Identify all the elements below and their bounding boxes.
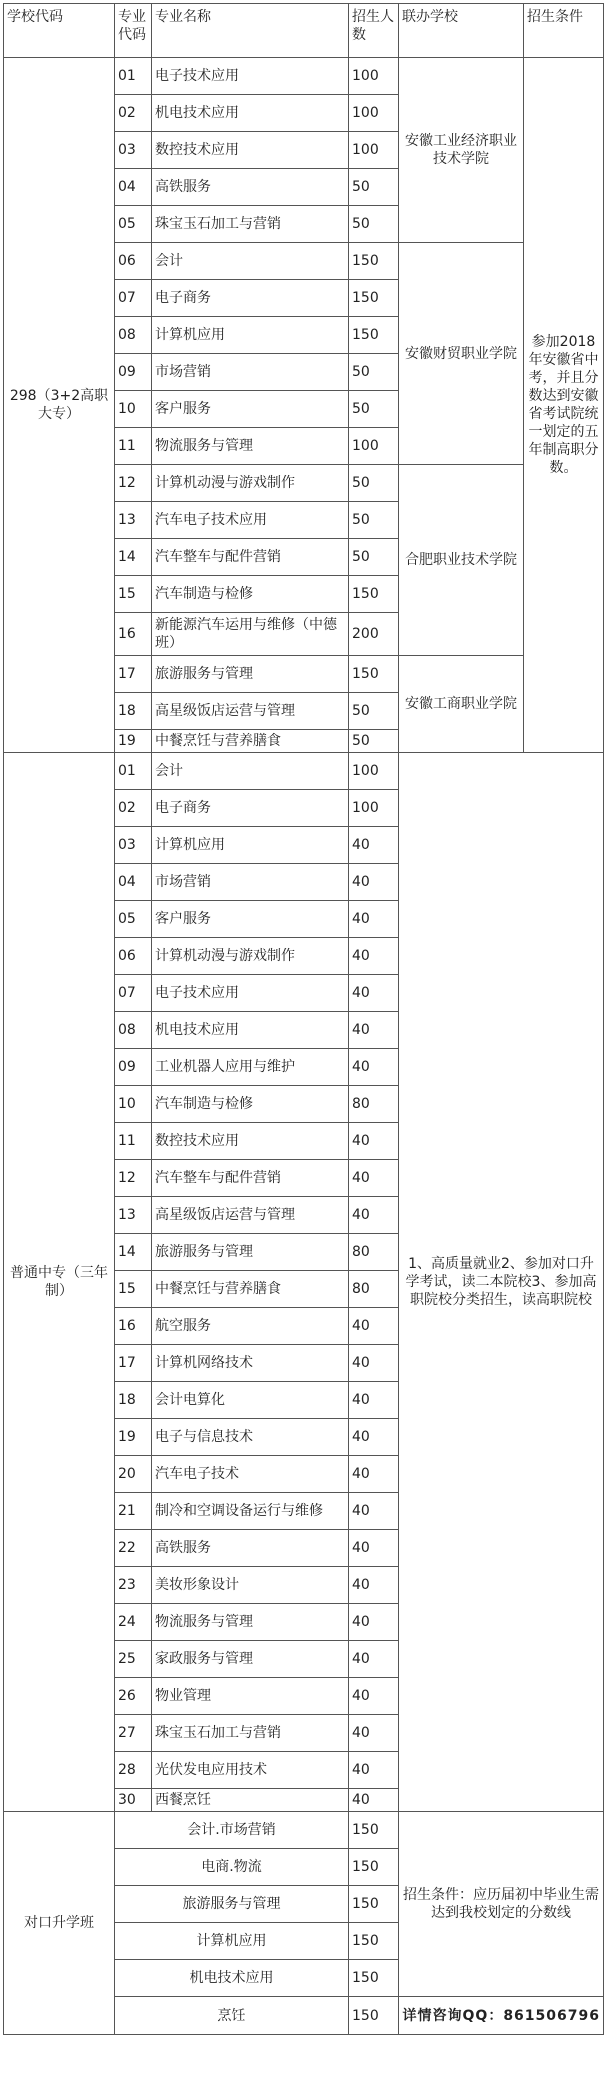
major-name: 家政服务与管理 (152, 1641, 349, 1678)
enrollment-count: 50 (349, 502, 399, 539)
header-school-code: 学校代码 (4, 4, 115, 58)
header-partner-school: 联办学校 (399, 4, 524, 58)
major-name: 客户服务 (152, 901, 349, 938)
major-code: 13 (115, 502, 152, 539)
major-code: 13 (115, 1197, 152, 1234)
major-code: 30 (115, 1789, 152, 1812)
major-name: 高星级饭店运营与管理 (152, 1197, 349, 1234)
enrollment-count: 100 (349, 428, 399, 465)
major-code: 01 (115, 58, 152, 95)
enrollment-count: 200 (349, 613, 399, 656)
major-code: 17 (115, 1345, 152, 1382)
enrollment-count: 40 (349, 1419, 399, 1456)
major-code: 03 (115, 827, 152, 864)
major-code: 06 (115, 243, 152, 280)
major-code: 11 (115, 1123, 152, 1160)
major-name: 物业管理 (152, 1678, 349, 1715)
enrollment-count: 40 (349, 1604, 399, 1641)
enrollment-count: 150 (349, 1886, 399, 1923)
enrollment-count: 40 (349, 1012, 399, 1049)
enrollment-count: 40 (349, 1345, 399, 1382)
enrollment-count: 40 (349, 827, 399, 864)
enrollment-count: 150 (349, 576, 399, 613)
major-name: 计算机应用 (115, 1923, 349, 1960)
major-name: 光伏发电应用技术 (152, 1752, 349, 1789)
major-name: 高铁服务 (152, 169, 349, 206)
enrollment-count: 40 (349, 864, 399, 901)
major-name: 会计 (152, 753, 349, 790)
major-name: 计算机网络技术 (152, 1345, 349, 1382)
enrollment-count: 40 (349, 1308, 399, 1345)
partner-school: 安徽工商职业学院 (399, 656, 524, 753)
major-code: 15 (115, 576, 152, 613)
enrollment-count: 40 (349, 1456, 399, 1493)
major-code: 17 (115, 656, 152, 693)
major-name: 物流服务与管理 (152, 428, 349, 465)
major-code: 14 (115, 1234, 152, 1271)
major-code: 22 (115, 1530, 152, 1567)
header-conditions: 招生条件 (524, 4, 604, 58)
major-code: 19 (115, 1419, 152, 1456)
enrollment-count: 40 (349, 1382, 399, 1419)
enrollment-count: 40 (349, 1752, 399, 1789)
major-name: 电子技术应用 (152, 975, 349, 1012)
major-name: 旅游服务与管理 (152, 656, 349, 693)
enrollment-count: 40 (349, 1567, 399, 1604)
major-code: 26 (115, 1678, 152, 1715)
major-name: 计算机应用 (152, 317, 349, 354)
enrollment-count: 50 (349, 539, 399, 576)
enrollment-count: 50 (349, 730, 399, 753)
major-code: 08 (115, 1012, 152, 1049)
major-code: 05 (115, 206, 152, 243)
major-name: 数控技术应用 (152, 1123, 349, 1160)
major-name: 市场营销 (152, 864, 349, 901)
major-name: 机电技术应用 (152, 1012, 349, 1049)
major-name: 汽车整车与配件营销 (152, 1160, 349, 1197)
major-code: 09 (115, 354, 152, 391)
major-name: 西餐烹饪 (152, 1789, 349, 1812)
major-name: 电子商务 (152, 790, 349, 827)
enrollment-count: 80 (349, 1271, 399, 1308)
major-name: 汽车电子技术应用 (152, 502, 349, 539)
enrollment-count: 40 (349, 1678, 399, 1715)
partner-school: 合肥职业技术学院 (399, 465, 524, 656)
major-name: 计算机动漫与游戏制作 (152, 938, 349, 975)
enrollment-count: 100 (349, 132, 399, 169)
major-name: 机电技术应用 (115, 1960, 349, 1997)
enrollment-count: 150 (349, 1812, 399, 1849)
major-name: 数控技术应用 (152, 132, 349, 169)
major-code: 12 (115, 1160, 152, 1197)
major-name: 珠宝玉石加工与营销 (152, 206, 349, 243)
enrollment-count: 150 (349, 1997, 399, 2035)
admission-conditions: 1、高质量就业2、参加对口升学考试，读二本院校3、参加高职院校分类招生，读高职院校 (399, 753, 604, 1812)
table-row (4, 58, 604, 95)
major-name: 高星级饭店运营与管理 (152, 693, 349, 730)
major-code: 24 (115, 1604, 152, 1641)
major-code: 28 (115, 1752, 152, 1789)
major-name: 电子技术应用 (152, 58, 349, 95)
major-name: 会计.市场营销 (115, 1812, 349, 1849)
major-name: 机电技术应用 (152, 95, 349, 132)
major-name: 工业机器人应用与维护 (152, 1049, 349, 1086)
major-code: 11 (115, 428, 152, 465)
major-code: 14 (115, 539, 152, 576)
admission-conditions: 参加2018年安徽省中考，并且分数达到安徽省考试院统一划定的五年制高职分数。 (524, 58, 604, 753)
major-code: 12 (115, 465, 152, 502)
major-name: 航空服务 (152, 1308, 349, 1345)
enrollment-count: 40 (349, 1123, 399, 1160)
major-name: 会计 (152, 243, 349, 280)
major-name: 汽车制造与检修 (152, 1086, 349, 1123)
partner-school: 安徽财贸职业学院 (399, 243, 524, 465)
enrollment-count: 80 (349, 1086, 399, 1123)
enrollment-count: 150 (349, 1960, 399, 1997)
major-name: 汽车电子技术 (152, 1456, 349, 1493)
major-name: 珠宝玉石加工与营销 (152, 1715, 349, 1752)
header-major-name: 专业名称 (152, 4, 349, 58)
enrollment-count: 50 (349, 206, 399, 243)
major-code: 16 (115, 1308, 152, 1345)
major-name: 客户服务 (152, 391, 349, 428)
school-code-cell: 298（3+2高职大专） (4, 58, 115, 753)
major-code: 03 (115, 132, 152, 169)
enrollment-count: 40 (349, 1493, 399, 1530)
major-code: 06 (115, 938, 152, 975)
enrollment-count: 50 (349, 391, 399, 428)
major-name: 物流服务与管理 (152, 1604, 349, 1641)
header-major-code: 专业代码 (115, 4, 152, 58)
enrollment-count: 150 (349, 1849, 399, 1886)
major-code: 04 (115, 864, 152, 901)
contact-qq: 详情咨询QQ：861506796 (399, 1997, 604, 2035)
enrollment-count: 40 (349, 1530, 399, 1567)
enrollment-count: 40 (349, 1715, 399, 1752)
enrollment-count: 100 (349, 95, 399, 132)
major-code: 19 (115, 730, 152, 753)
enrollment-count: 40 (349, 1160, 399, 1197)
major-name: 计算机动漫与游戏制作 (152, 465, 349, 502)
enrollment-count: 50 (349, 354, 399, 391)
enrollment-count: 150 (349, 280, 399, 317)
school-code-cell: 普通中专（三年制） (4, 753, 115, 1812)
enrollment-count: 40 (349, 1197, 399, 1234)
major-name: 中餐烹饪与营养膳食 (152, 1271, 349, 1308)
enrollment-count: 80 (349, 1234, 399, 1271)
major-name: 新能源汽车运用与维修（中德班） (152, 613, 349, 656)
major-code: 18 (115, 1382, 152, 1419)
partner-school: 安徽工业经济职业技术学院 (399, 58, 524, 243)
major-name: 汽车制造与检修 (152, 576, 349, 613)
major-name: 美妆形象设计 (152, 1567, 349, 1604)
major-name: 旅游服务与管理 (152, 1234, 349, 1271)
enrollment-count: 150 (349, 317, 399, 354)
header-enrollment: 招生人数 (349, 4, 399, 58)
major-name: 电商.物流 (115, 1849, 349, 1886)
enrollment-count: 100 (349, 753, 399, 790)
enrollment-count: 40 (349, 938, 399, 975)
major-name: 烹饪 (115, 1997, 349, 2035)
major-code: 21 (115, 1493, 152, 1530)
table-row (4, 1812, 604, 1849)
major-name: 市场营销 (152, 354, 349, 391)
enrollment-count: 40 (349, 1789, 399, 1812)
major-name: 计算机应用 (152, 827, 349, 864)
major-code: 07 (115, 280, 152, 317)
major-name: 中餐烹饪与营养膳食 (152, 730, 349, 753)
major-code: 15 (115, 1271, 152, 1308)
major-code: 08 (115, 317, 152, 354)
major-name: 电子商务 (152, 280, 349, 317)
enrollment-count: 40 (349, 975, 399, 1012)
admission-conditions: 招生条件：应历届初中毕业生需达到我校划定的分数线 (399, 1812, 604, 1997)
enrollment-count: 40 (349, 901, 399, 938)
school-code-cell: 对口升学班 (4, 1812, 115, 2035)
enrollment-count: 100 (349, 790, 399, 827)
major-code: 09 (115, 1049, 152, 1086)
major-code: 10 (115, 1086, 152, 1123)
major-name: 会计电算化 (152, 1382, 349, 1419)
major-code: 07 (115, 975, 152, 1012)
major-name: 旅游服务与管理 (115, 1886, 349, 1923)
major-code: 18 (115, 693, 152, 730)
major-code: 04 (115, 169, 152, 206)
enrollment-count: 150 (349, 656, 399, 693)
enrollment-count: 50 (349, 169, 399, 206)
enrollment-count: 40 (349, 1049, 399, 1086)
table-row (4, 753, 604, 790)
major-code: 05 (115, 901, 152, 938)
enrollment-count: 50 (349, 465, 399, 502)
enrollment-count: 150 (349, 1923, 399, 1960)
major-code: 25 (115, 1641, 152, 1678)
enrollment-count: 50 (349, 693, 399, 730)
major-name: 制冷和空调设备运行与维修 (152, 1493, 349, 1530)
major-code: 16 (115, 613, 152, 656)
major-code: 01 (115, 753, 152, 790)
major-code: 02 (115, 95, 152, 132)
major-code: 20 (115, 1456, 152, 1493)
enrollment-count: 100 (349, 58, 399, 95)
admissions-table (3, 3, 603, 2075)
header-row (4, 4, 604, 58)
major-code: 10 (115, 391, 152, 428)
major-name: 汽车整车与配件营销 (152, 539, 349, 576)
major-name: 电子与信息技术 (152, 1419, 349, 1456)
major-code: 02 (115, 790, 152, 827)
enrollment-count: 40 (349, 1641, 399, 1678)
major-code: 23 (115, 1567, 152, 1604)
major-code: 27 (115, 1715, 152, 1752)
major-name: 高铁服务 (152, 1530, 349, 1567)
enrollment-count: 150 (349, 243, 399, 280)
